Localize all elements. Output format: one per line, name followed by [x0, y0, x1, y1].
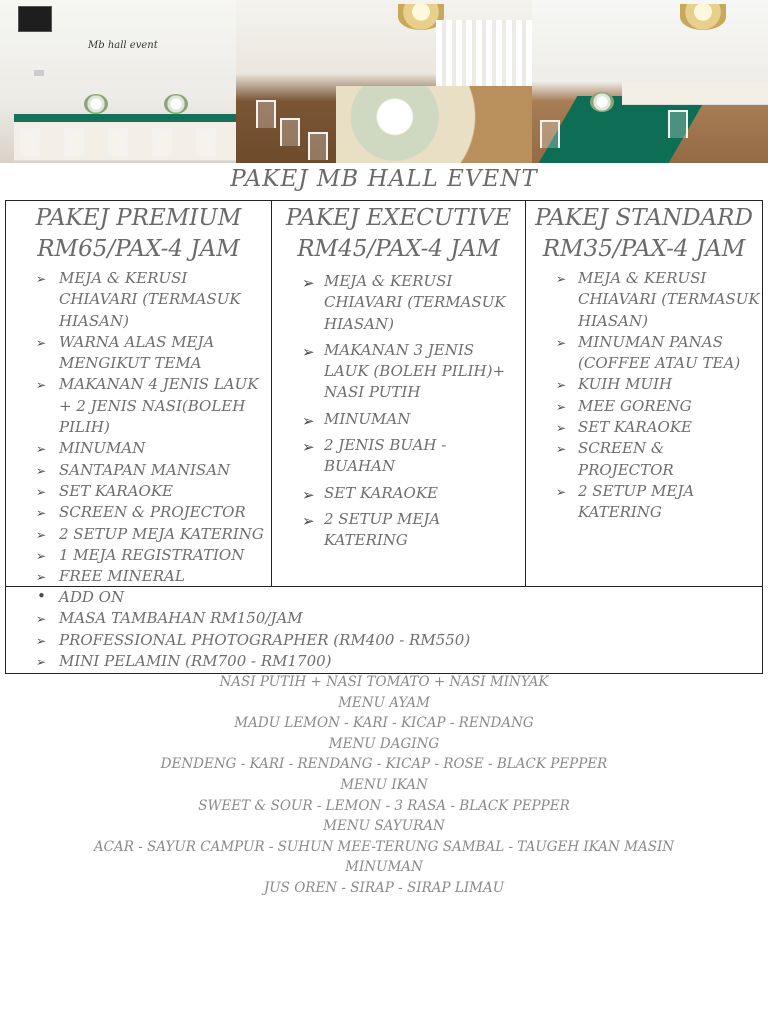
- menu-list: [0, 672, 768, 899]
- chair: [64, 128, 84, 156]
- package-item: ➢ FREE MINERAL: [6, 566, 271, 587]
- package-item: ➢ SCREEN & PROJECTOR: [6, 502, 271, 523]
- menu-options: DENDENG - KARI - RENDANG - KICAP - ROSE - BLACK PEPPER: [160, 756, 608, 773]
- hall-photo-stage: [0, 0, 236, 163]
- wall-logo: Mb hall event: [88, 40, 158, 51]
- package-item: ➢ MAKANAN 3 JENIS LAUK (BOLEH PILIH)+ NASI PUTIH: [272, 340, 525, 404]
- package-name: PAKEJ PREMIUM: [35, 205, 242, 231]
- package-item: ➢ MINUMAN: [272, 409, 525, 430]
- package-item: ➢ SANTAPAN MANISAN: [6, 460, 271, 481]
- package-standard: [526, 201, 762, 586]
- wall-switch: [34, 70, 44, 76]
- package-item: ➢ MINUMAN: [6, 438, 271, 459]
- addon-list: [6, 587, 762, 672]
- package-item: ➢ 1 MEJA REGISTRATION: [6, 545, 271, 566]
- addon-item: ➢ PROFESSIONAL PHOTOGRAPHER (RM400 - RM550): [6, 630, 762, 651]
- menu-heading: MENU DAGING: [328, 735, 440, 752]
- package-heading: [526, 203, 762, 265]
- package-item: ➢ 2 JENIS BUAH - BUAHAN: [272, 435, 525, 478]
- package-item: ➢ SCREEN & PROJECTOR: [526, 438, 762, 481]
- curtain: [436, 20, 532, 90]
- package-price: RM35/PAX-4 JAM: [542, 236, 746, 262]
- addon-heading: • ADD ON: [6, 587, 762, 608]
- package-item-list: [526, 268, 762, 524]
- flower-arrangement: [590, 92, 614, 112]
- package-table: [5, 200, 763, 674]
- television: [18, 6, 52, 32]
- package-heading: [272, 203, 525, 265]
- package-item: ➢ KUIH MUIH: [526, 374, 762, 395]
- package-price: RM45/PAX-4 JAM: [297, 236, 500, 262]
- package-item: ➢ 2 SETUP MEJA KATERING: [526, 481, 762, 524]
- chair: [196, 128, 216, 156]
- menu-options: SWEET & SOUR - LEMON - 3 RASA - BLACK PEPPER: [198, 797, 570, 814]
- package-item: ➢ MEE GORENG: [526, 396, 762, 417]
- package-executive: [272, 201, 526, 586]
- package-item-list: [272, 271, 525, 552]
- chair: [108, 128, 128, 156]
- hall-photo-banquet: [236, 0, 532, 163]
- package-item: ➢ MEJA & KERUSI CHIAVARI (TERMASUK HIASAN): [6, 268, 271, 332]
- package-item: ➢ MEJA & KERUSI CHIAVARI (TERMASUK HIASAN): [272, 271, 525, 335]
- menu-options: ACAR - SAYUR CAMPUR - SUHUN MEE-TERUNG SAMBAL - TAUGEH IKAN MASIN: [93, 838, 675, 855]
- addon-section: [6, 586, 762, 674]
- menu-heading: MINUMAN: [345, 859, 423, 876]
- chair: [152, 128, 172, 156]
- hall-photo-dining: [532, 0, 768, 163]
- addon-item: ➢ MASA TAMBAHAN RM150/JAM: [6, 608, 762, 629]
- buffet-display: [336, 86, 532, 163]
- menu-heading: MENU SAYURAN: [323, 818, 445, 835]
- package-premium: [6, 201, 272, 586]
- package-price: RM65/PAX-4 JAM: [37, 236, 240, 262]
- head-table-top: [14, 114, 236, 122]
- hall-photo-strip: [0, 0, 768, 163]
- package-item: ➢ WARNA ALAS MEJA MENGIKUT TEMA: [6, 332, 271, 375]
- package-item: ➢ MINUMAN PANAS (COFFEE ATAU TEA): [526, 332, 762, 375]
- package-heading: [6, 203, 271, 265]
- package-item: ➢ SET KARAOKE: [272, 483, 525, 504]
- flower-arrangement: [84, 94, 108, 114]
- chair: [540, 120, 560, 148]
- chandelier: [680, 4, 726, 30]
- chair: [20, 128, 40, 156]
- package-name: PAKEJ EXECUTIVE: [285, 205, 512, 231]
- package-item: ➢ 2 SETUP MEJA KATERING: [272, 509, 525, 552]
- menu-heading: MENU AYAM: [338, 694, 430, 711]
- menu-rice: NASI PUTIH + NASI TOMATO + NASI MINYAK: [219, 674, 549, 690]
- menu-options: JUS OREN - SIRAP - SIRAP LIMAU: [263, 879, 505, 896]
- package-item-list: [6, 268, 271, 587]
- dining-table-row: [622, 82, 768, 105]
- package-item: ➢ MAKANAN 4 JENIS LAUK + 2 JENIS NASI(BOLEH PILIH): [6, 374, 271, 438]
- chair: [256, 100, 276, 128]
- menu-heading: MENU IKAN: [340, 776, 428, 793]
- chair: [308, 132, 328, 160]
- package-name: PAKEJ STANDARD: [535, 205, 753, 231]
- package-item: ➢ MEJA & KERUSI CHIAVARI (TERMASUK HIASAN): [526, 268, 762, 332]
- page-title: PAKEJ MB HALL EVENT: [230, 166, 538, 192]
- package-item: ➢ 2 SETUP MEJA KATERING: [6, 524, 271, 545]
- package-item: ➢ SET KARAOKE: [6, 481, 271, 502]
- flower-arrangement: [164, 94, 188, 114]
- package-item: ➢ SET KARAOKE: [526, 417, 762, 438]
- chair: [668, 110, 688, 138]
- menu-options: MADU LEMON - KARI - KICAP - RENDANG: [234, 715, 534, 732]
- addon-item: ➢ MINI PELAMIN (RM700 - RM1700): [6, 651, 762, 672]
- chair: [280, 118, 300, 146]
